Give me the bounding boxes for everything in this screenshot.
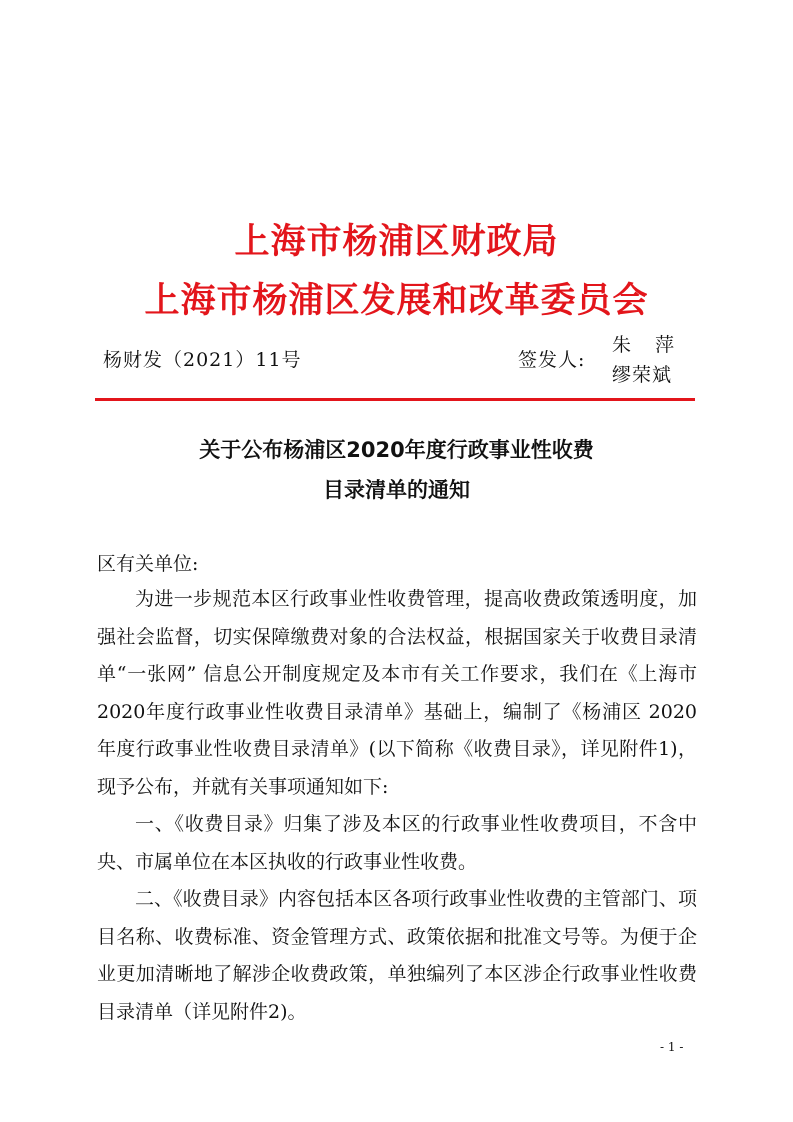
body-paragraph: 一、《收费目录》归集了涉及本区的行政事业性收费项目，不含中央、市属单位在本区执收的行政事业性收费。 (97, 813, 697, 873)
header-divider (95, 398, 695, 401)
issuer-title-development-commission: 上海市杨浦区发展和改革委员会 (144, 280, 649, 321)
body-paragraph: 为进一步规范本区行政事业性收费管理，提高收费政策透明度，加强社会监督，切实保障缴费对象的合法权益，根据国家关于收费目录清单“一张网” 信息公开制度规定及本市有关工作要求，我们在《上海市2020年度行政事业性收费目录清单》基础上，编制了《杨浦区 2020 年度行政事业性收费目录清单》(以下简称《收费目录》，详见附件1)，现予公布，并就有关事项通知如下: (97, 588, 697, 798)
notice-title-continued: 目录清单的通知 (323, 478, 470, 502)
signer-names (612, 330, 698, 390)
signer-label: 签发人: (518, 349, 586, 371)
page-number: - 1 - (660, 1040, 684, 1054)
issuer-title-finance-bureau: 上海市杨浦区财政局 (234, 221, 559, 262)
addressee: 区有关单位: (97, 553, 199, 575)
notice-title: 关于公布杨浦区2020年度行政事业性收费 (199, 438, 594, 462)
signer-name: 朱萍 (612, 334, 699, 356)
document-number: 杨财发（2021）11号 (103, 349, 302, 371)
signer-name: 缪荣斌 (612, 364, 673, 386)
body-paragraph: 二、《收费目录》内容包括本区各项行政事业性收费的主管部门、项目名称、收费标准、资金管理方式、政策依据和批准文号等。为便于企业更加清晰地了解涉企收费政策，单独编列了本区涉企行政事业性收费目录清单（详见附件2)。 (97, 888, 697, 1023)
